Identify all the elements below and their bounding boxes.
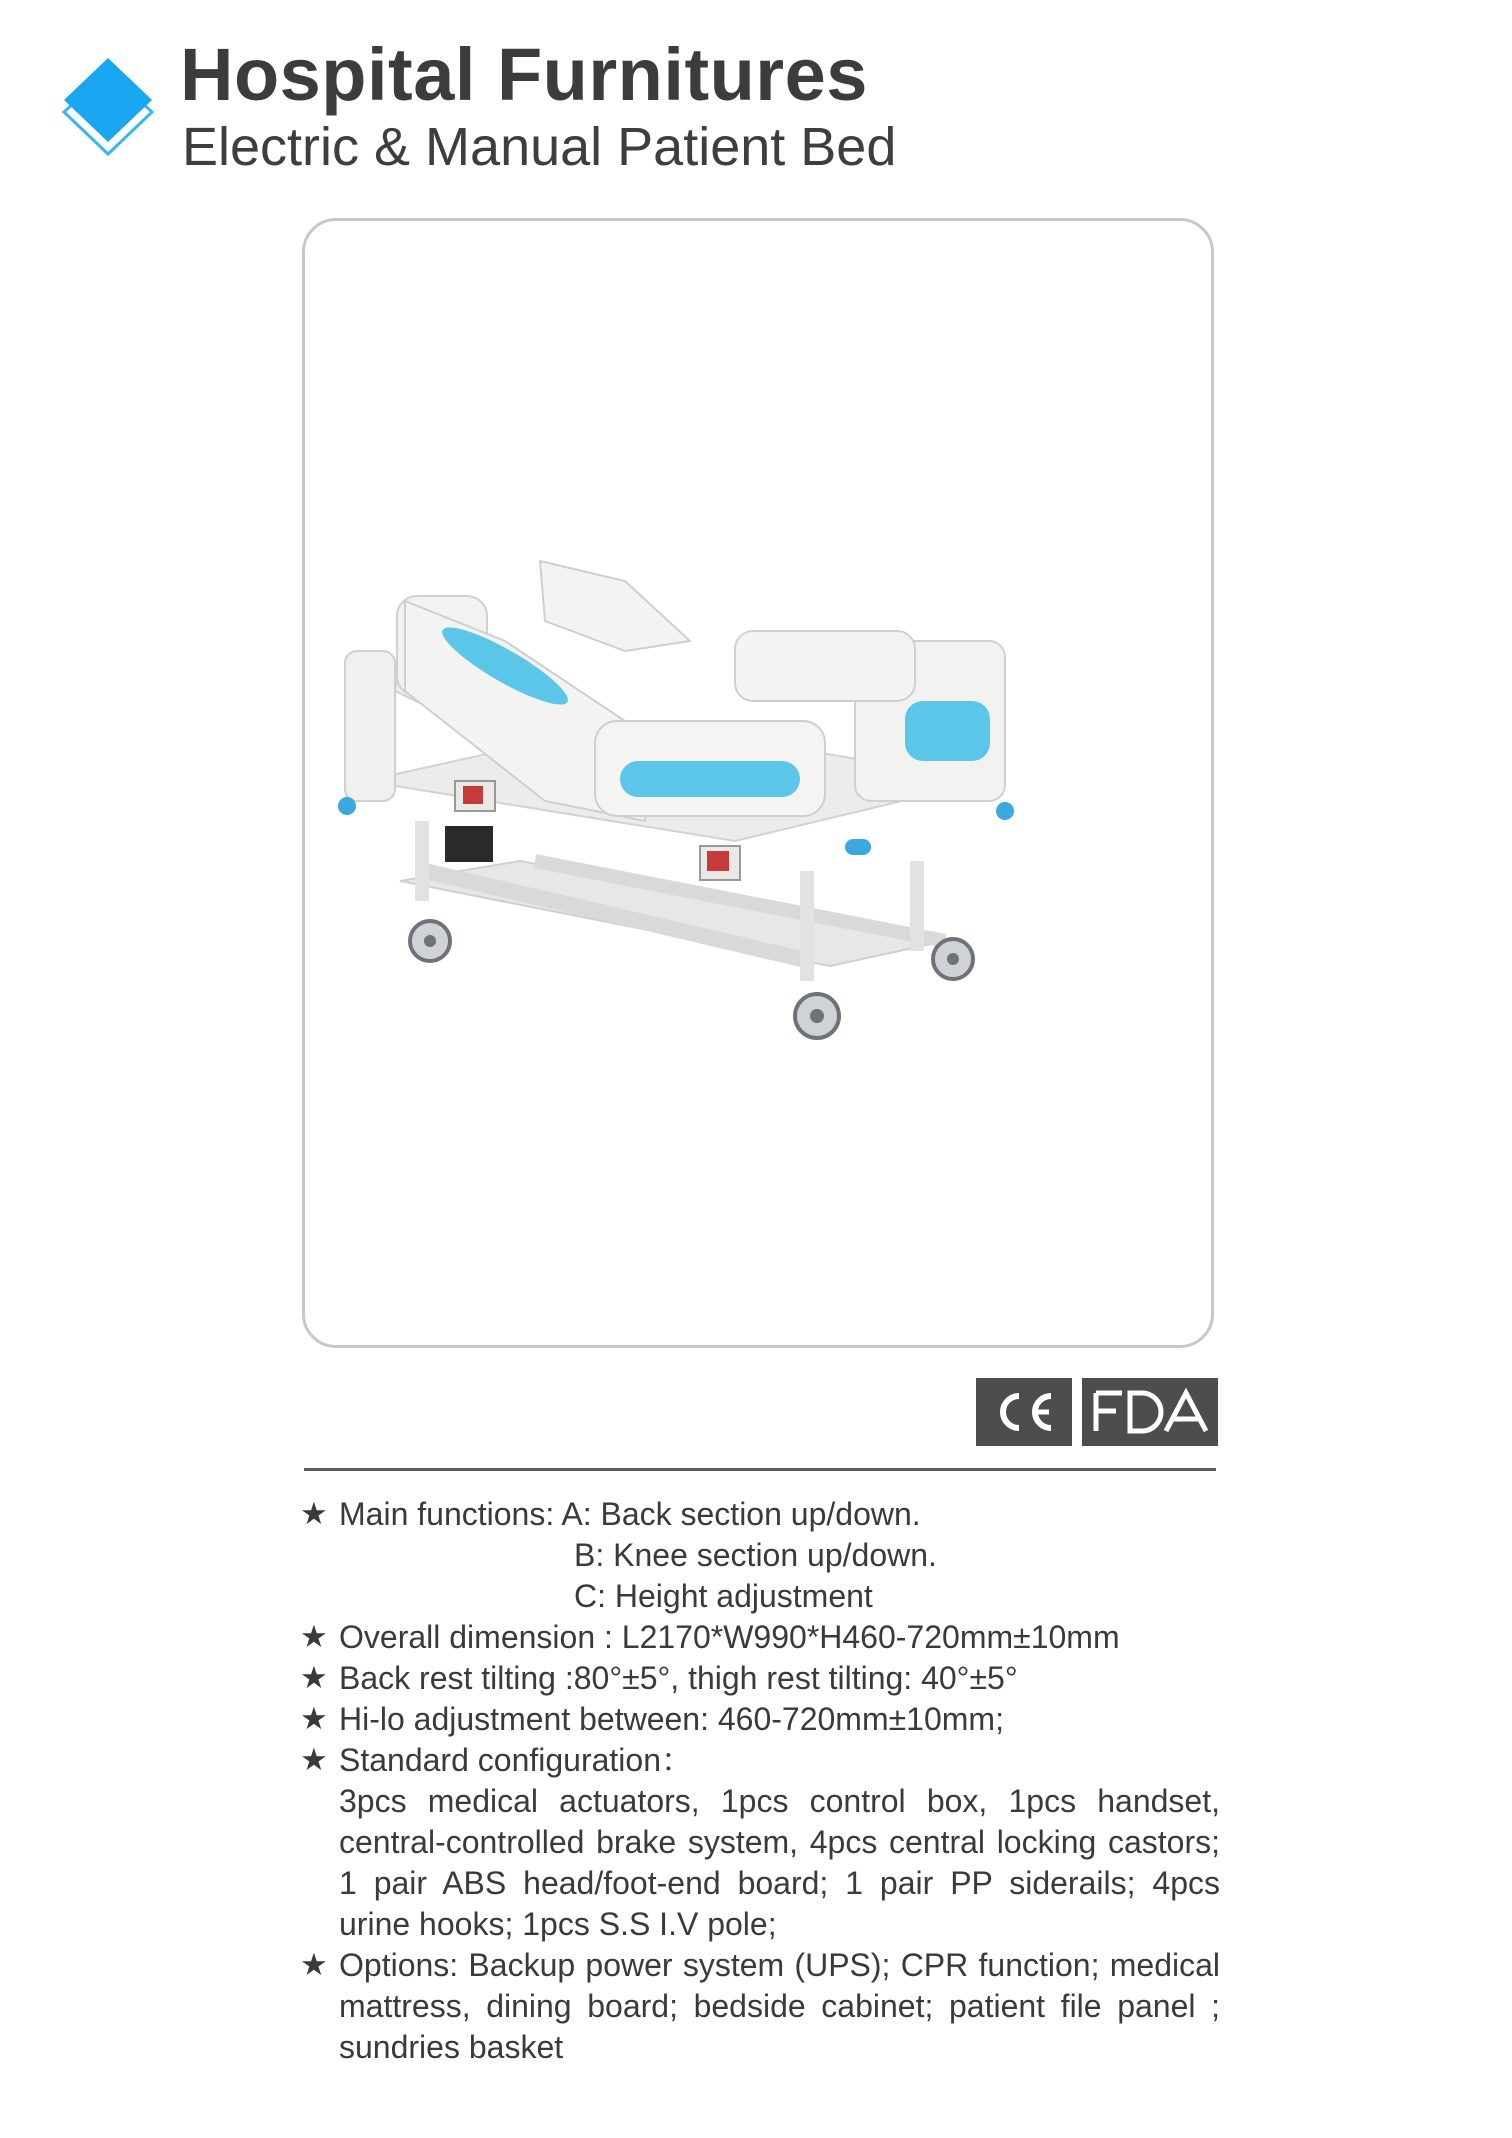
list-item <box>300 1535 1220 1576</box>
list-item <box>300 1617 1220 1658</box>
star-icon: ★ <box>300 1701 328 1737</box>
spec-main-functions-b: B: Knee section up/down. <box>574 1537 937 1573</box>
spec-overall-dimension: Overall dimension : L2170*W990*H460-720mm±10mm <box>339 1619 1120 1655</box>
ce-mark-icon <box>989 1388 1059 1436</box>
spec-hi-lo: Hi-lo adjustment between: 460-720mm±10mm; <box>339 1701 1004 1737</box>
star-icon: ★ <box>300 1496 328 1532</box>
fda-mark-icon <box>1090 1387 1210 1437</box>
spec-main-functions-c: C: Height adjustment <box>574 1578 873 1614</box>
list-item <box>300 1945 1220 2068</box>
page-subtitle: Electric & Manual Patient Bed <box>182 117 897 177</box>
spec-list <box>300 1494 1220 2068</box>
blue-diamond-icon <box>60 56 156 160</box>
spec-standard-text: 3pcs medical actuators, 1pcs control box, 1pcs handset, central-controlled brake system, 4pcs central locking castors; 1 pair ABS head/foot-end board; 1 pair PP siderails; 4pcs urine hooks; 1pcs S.S I.V pole; <box>339 1783 1220 1942</box>
star-icon: ★ <box>300 1947 328 1983</box>
fda-mark-badge <box>1082 1378 1218 1446</box>
hospital-bed-image <box>305 221 1211 1345</box>
spec-options-text: Options: Backup power system (UPS); CPR function; medical mattress, dining board; bedside cabinet; patient file panel ; sundries basket <box>339 1947 1220 2065</box>
spec-back-rest: Back rest tilting :80°±5°, thigh rest tilting: 40°±5° <box>339 1660 1018 1696</box>
list-item <box>300 1740 1220 1781</box>
spec-standard-label: Standard configuration： <box>339 1742 694 1778</box>
spec-main-functions: Main functions: A: Back section up/down. <box>339 1496 921 1532</box>
ce-mark-badge <box>976 1378 1072 1446</box>
list-item <box>300 1658 1220 1699</box>
star-icon: ★ <box>300 1619 328 1655</box>
list-item <box>300 1576 1220 1617</box>
star-icon: ★ <box>300 1742 328 1778</box>
page-title: Hospital Furnitures <box>180 33 868 116</box>
list-item <box>300 1494 1220 1535</box>
star-icon: ★ <box>300 1660 328 1696</box>
product-photo-frame <box>302 218 1214 1348</box>
list-item <box>300 1699 1220 1740</box>
section-divider <box>304 1468 1216 1471</box>
